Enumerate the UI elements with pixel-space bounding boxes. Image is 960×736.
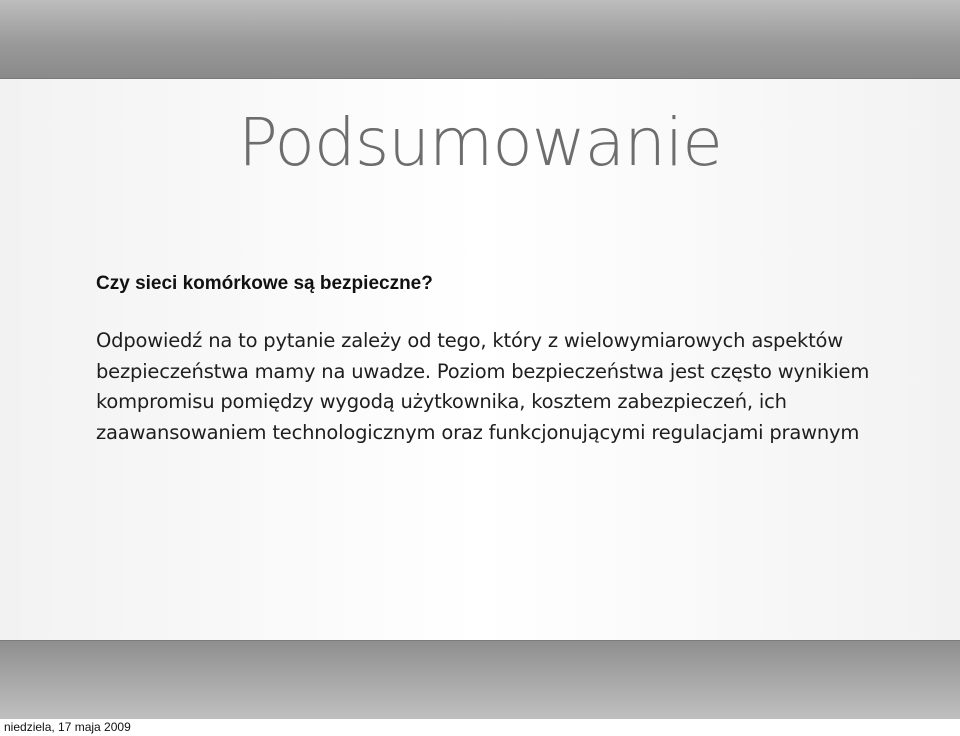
footer-date: niedziela, 17 maja 2009 bbox=[4, 720, 131, 734]
bottom-gray-band bbox=[0, 640, 960, 720]
slide-answer-text: Odpowiedź na to pytanie zależy od tego, który z wielowymiarowych aspektów bezpieczeństwa mamy na uwadze. Poziom bezpieczeństwa jest często wynikiem kompromisu pomiędzy wygodą użytkownika, kosztem zabezpieczeń, ich zaawansowaniem technologicznym oraz funkcjonującymi regulacjami prawnym bbox=[96, 329, 870, 444]
slide-question: Czy sieci komórkowe są bezpieczne? bbox=[96, 273, 433, 294]
footer-strip bbox=[0, 719, 960, 736]
top-gray-band bbox=[0, 0, 960, 79]
slide-title: Podsumowanie bbox=[238, 104, 722, 181]
